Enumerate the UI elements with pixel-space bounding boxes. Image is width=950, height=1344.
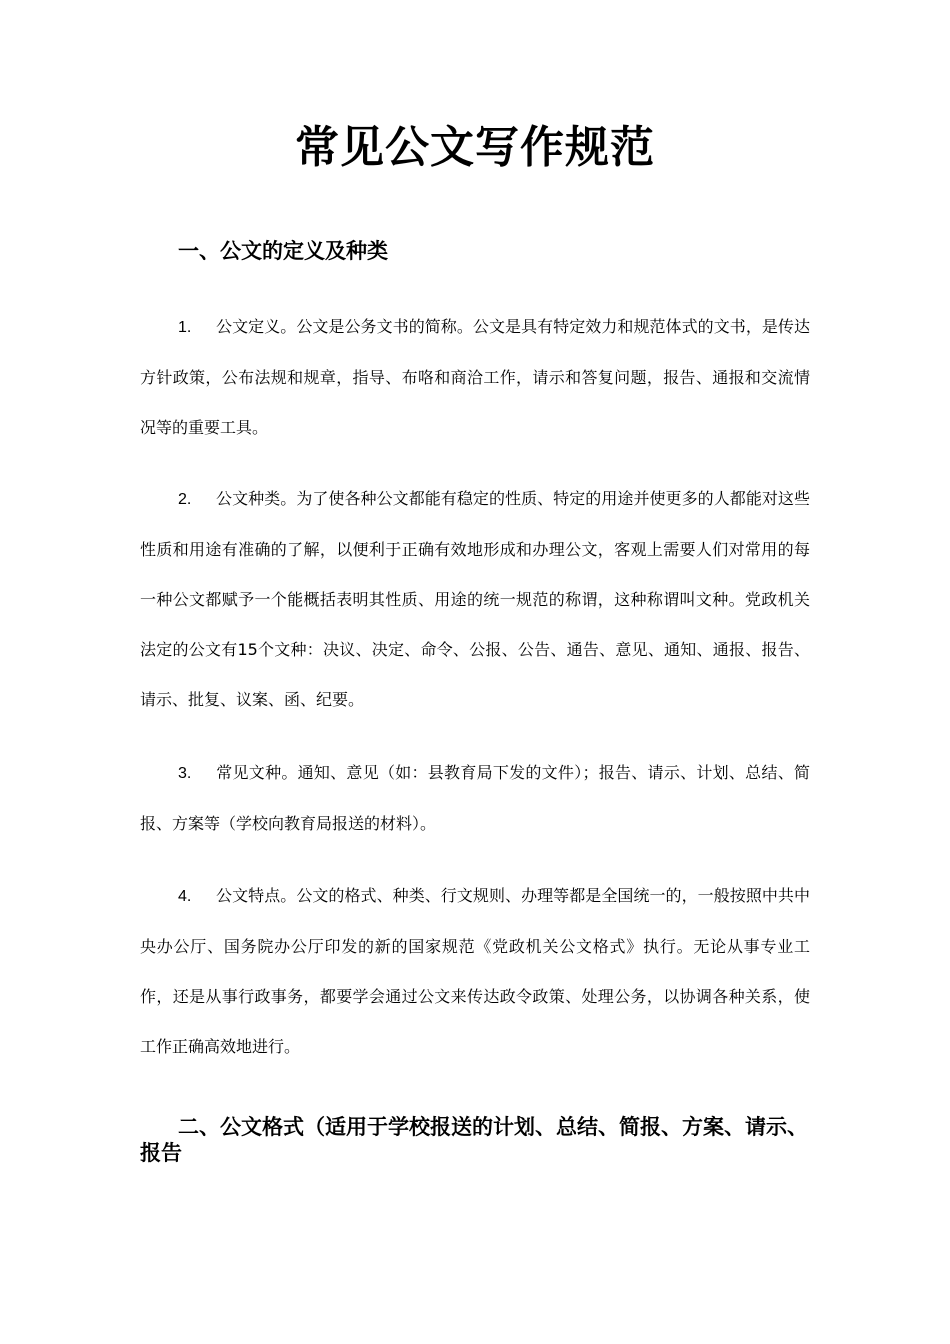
paragraph-1 [140, 302, 810, 453]
paragraph-number: 1. [178, 319, 192, 336]
paragraph-number: 4. [178, 888, 192, 905]
document-title: 常见公文写作规范 [295, 122, 655, 173]
paragraph-text: 公文种类。为了使各种公文都能有稳定的性质、特定的用途并使更多的人都能对这些性质和用途有准确的了解，以便利于正确有效地形成和办理公文，客观上需要人们对常用的每一种公文都赋予一个能概括表明其性质、用途的统一规范的称谓，这种称谓叫文种。党政机关法定的公文有15个文种：决议、决定、命令、公报、公告、通告、意见、通知、通报、报告、请示、批复、议案、函、纪要。 [140, 489, 810, 709]
paragraph-3 [140, 748, 810, 849]
paragraph-text: 常见文种。通知、意见（如：县教育局下发的文件）；报告、请示、计划、总结、简报、方案等（学校向教育局报送的材料）。 [140, 763, 810, 833]
paragraph-2 [140, 474, 810, 725]
paragraph-number: 3. [178, 765, 192, 782]
paragraph-text: 公文特点。公文的格式、种类、行文规则、办理等都是全国统一的，一般按照中共中央办公厅、国务院办公厅印发的新的国家规范《党政机关公文格式》执行。无论从事专业工作，还是从事行政事务，都要学会通过公文来传达政令政策、处理公务，以协调各种关系，使工作正确高效地进行。 [140, 886, 810, 1056]
section-heading-2: 二、公文格式（适用于学校报送的计划、总结、简报、方案、请示、报告 [140, 1115, 808, 1165]
section-heading-1: 一、公文的定义及种类 [178, 239, 388, 263]
paragraph-4 [140, 871, 810, 1072]
paragraph-number: 2. [178, 491, 192, 508]
paragraph-text: 公文定义。公文是公务文书的简称。公文是具有特定效力和规范体式的文书，是传达方针政策，公布法规和规章，指导、布咯和商洽工作，请示和答复问题，报告、通报和交流情况等的重要工具。 [140, 317, 810, 437]
